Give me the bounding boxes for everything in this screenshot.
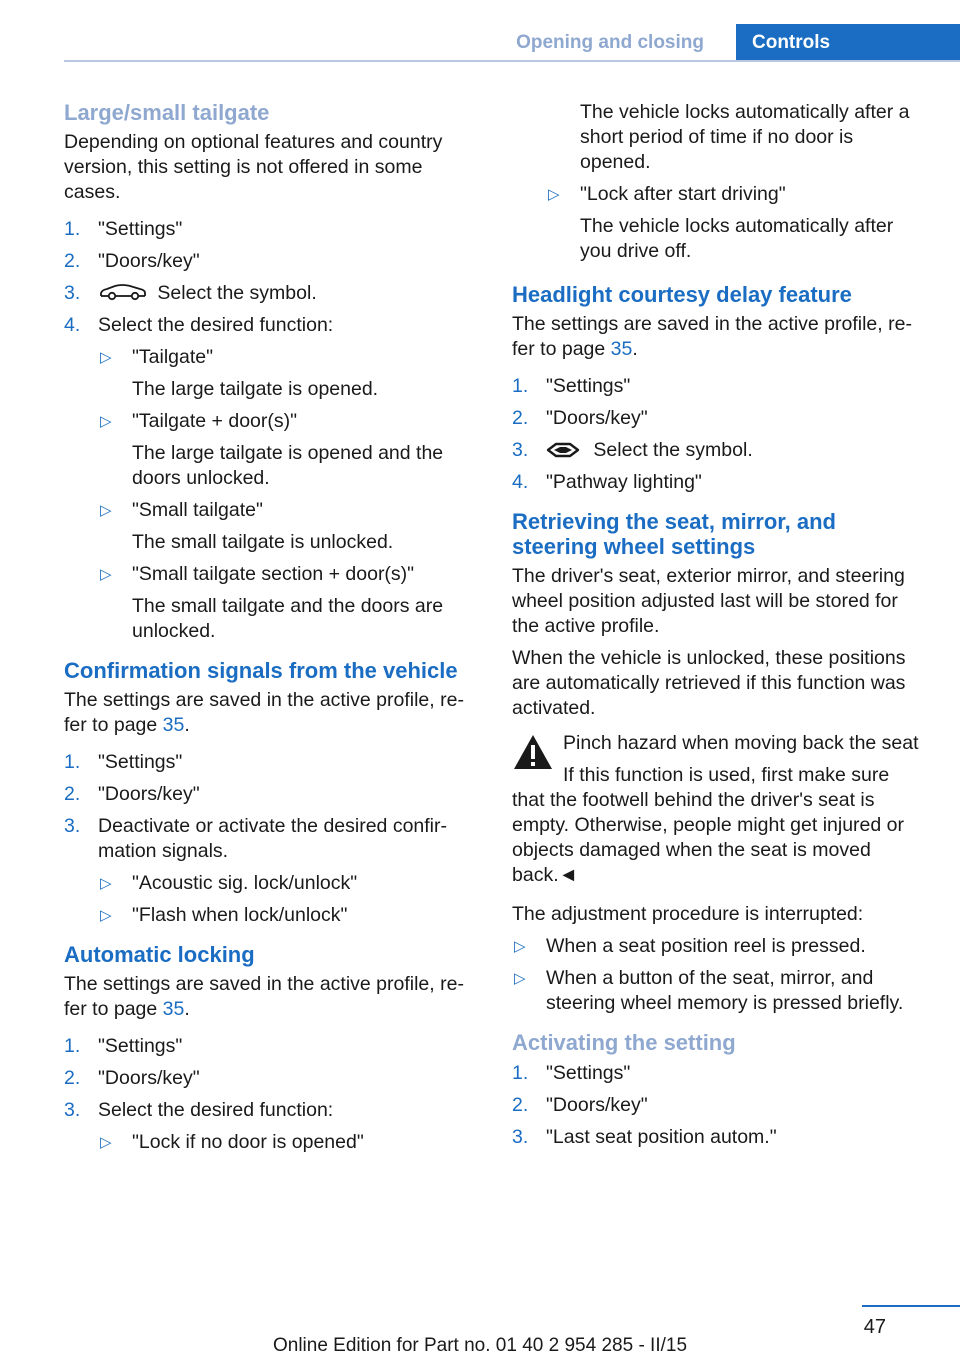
option-desc: The large tailgate is opened and the doors unlocked. — [132, 442, 444, 489]
list-item — [64, 249, 476, 274]
list-item — [512, 406, 928, 431]
right-column — [512, 100, 928, 1164]
section-activating — [512, 1030, 928, 1150]
headlight-icon — [546, 441, 580, 459]
autolock-steps — [64, 1034, 476, 1155]
list-item — [98, 498, 476, 555]
triangle-bullet-icon: ▷ — [514, 970, 526, 987]
warning-box — [512, 731, 928, 888]
step-number: 2. — [512, 407, 529, 429]
list-item — [512, 374, 928, 399]
step-number: 3. — [512, 439, 529, 461]
option-label: "Small tailgate section + door(s)" — [132, 563, 415, 585]
warning-text: that the footwell behind the driver's seat is empty. Otherwise, people might get injured or objects damaged when the seat is moved back.◄ — [512, 789, 904, 886]
triangle-bullet-icon: ▷ — [548, 186, 560, 203]
step-number: 1. — [512, 375, 529, 397]
intro-end: . — [632, 338, 638, 360]
step-text: "Settings" — [98, 1035, 183, 1057]
warning-triangle-icon — [512, 733, 554, 771]
page-footer — [0, 1305, 960, 1362]
triangle-bullet-icon: ▷ — [100, 566, 112, 583]
step-text: "Doors/key" — [546, 1094, 648, 1116]
list-item — [512, 470, 928, 495]
intro-end: . — [184, 998, 190, 1020]
step-number: 2. — [64, 1067, 81, 1089]
triangle-bullet-icon: ▷ — [100, 502, 112, 519]
autolock-intro — [64, 972, 476, 1022]
list-item — [64, 313, 476, 644]
list-item — [98, 1130, 476, 1155]
page-link[interactable]: 35 — [162, 998, 185, 1020]
page-number: 47 — [863, 1316, 886, 1338]
step-number: 4. — [64, 314, 81, 336]
list-item — [98, 345, 476, 402]
footer-rule — [862, 1305, 960, 1307]
edition-line: Online Edition for Part no. 01 40 2 954 285 - II/15 — [272, 1335, 688, 1356]
list-item — [64, 782, 476, 807]
step-text: "Doors/key" — [546, 407, 648, 429]
step-text: "Doors/key" — [98, 783, 200, 805]
option-desc: The small tailgate is unlocked. — [132, 531, 394, 553]
page-link[interactable]: 35 — [162, 714, 185, 736]
intro-text: The settings are saved in the active profile, re‐fer to page — [512, 313, 912, 360]
list-item — [512, 934, 928, 959]
autolock-continued — [512, 100, 928, 264]
list-item — [512, 1125, 928, 1150]
step-number: 1. — [512, 1062, 529, 1084]
option-desc: The large tailgate is opened. — [132, 378, 379, 400]
intro-end: . — [184, 714, 190, 736]
tailgate-steps — [64, 217, 476, 644]
step-text: "Doors/key" — [98, 1067, 200, 1089]
section-autolock — [64, 942, 476, 1155]
activating-steps — [512, 1061, 928, 1150]
option-label: "Lock if no door is opened" — [132, 1131, 364, 1153]
section-confirmation — [64, 658, 476, 928]
intro-text: The settings are saved in the active profile, re‐fer to page — [64, 689, 464, 736]
triangle-bullet-icon: ▷ — [100, 907, 112, 924]
option-label: "Tailgate + door(s)" — [132, 410, 298, 432]
list-item — [64, 217, 476, 242]
step-number: 3. — [64, 282, 81, 304]
header-chapter-tab: Controls — [736, 24, 960, 62]
list-item — [64, 1066, 476, 1091]
step-number: 3. — [64, 815, 81, 837]
heading-tailgate: Large/small tailgate — [64, 100, 270, 125]
headlight-steps — [512, 374, 928, 495]
intro-text: The settings are saved in the active profile, re‐fer to page — [64, 973, 464, 1020]
confirmation-options — [98, 871, 476, 928]
tailgate-options — [98, 345, 476, 644]
left-column — [64, 100, 476, 1169]
seat-paragraph-2: When the vehicle is unlocked, these positions are automatically retrieved if this function was activated. — [512, 647, 906, 719]
page-header — [0, 24, 960, 62]
triangle-bullet-icon: ▷ — [100, 875, 112, 892]
list-item — [98, 409, 476, 491]
step-text: "Settings" — [98, 218, 183, 240]
step-number: 2. — [512, 1094, 529, 1116]
list-item — [64, 1034, 476, 1059]
list-item — [546, 182, 928, 264]
interrupt-list — [512, 934, 928, 1016]
triangle-bullet-icon: ▷ — [100, 413, 112, 430]
step-text: Select the symbol. — [588, 439, 753, 461]
step-number: 1. — [64, 1035, 81, 1057]
list-text: When a button of the seat, mirror, and steering wheel memory is pressed briefly. — [546, 967, 904, 1014]
heading-autolock: Automatic locking — [64, 942, 255, 967]
list-text: When a seat position reel is pressed. — [546, 935, 866, 957]
car-tailgate-icon — [98, 282, 148, 302]
list-item — [512, 1061, 928, 1086]
list-item — [64, 1098, 476, 1155]
option-label: "Small tailgate" — [132, 499, 263, 521]
interrupt-intro: The adjustment procedure is interrupted: — [512, 903, 864, 925]
option-label: "Lock after start driving" — [580, 183, 786, 205]
seat-paragraph-1: The driver's seat, exterior mirror, and steering wheel position adjusted last will be stored for the active profile. — [512, 565, 905, 637]
warning-line: If this function is used, first make sure — [563, 764, 890, 786]
step-number: 3. — [512, 1126, 529, 1148]
step-number: 1. — [64, 218, 81, 240]
step-text: "Settings" — [98, 751, 183, 773]
warning-title: Pinch hazard when moving back the seat — [563, 732, 919, 754]
step-number: 1. — [64, 751, 81, 773]
list-item — [98, 871, 476, 896]
step-text: Deactivate or activate the desired confir‐mation signals. — [98, 815, 448, 862]
step-number: 2. — [64, 783, 81, 805]
step-text: Select the symbol. — [152, 282, 317, 304]
list-item — [64, 814, 476, 928]
step-text: "Last seat position autom." — [546, 1126, 777, 1148]
triangle-bullet-icon: ▷ — [514, 938, 526, 955]
list-item — [512, 438, 928, 463]
header-section-title: Opening and closing — [516, 32, 704, 53]
heading-activating: Activating the setting — [512, 1030, 736, 1055]
option-label: "Flash when lock/unlock" — [132, 904, 348, 926]
option-desc: The vehicle locks automatically after a short period of time if no door is opened. — [580, 101, 910, 173]
list-item — [64, 750, 476, 775]
option-desc: The vehicle locks automatically after you drive off. — [580, 215, 894, 262]
step-number: 4. — [512, 471, 529, 493]
step-text: "Pathway lighting" — [546, 471, 702, 493]
tailgate-intro: Depending on optional features and country version, this setting is not offered in some cases. — [64, 131, 443, 203]
step-number: 2. — [64, 250, 81, 272]
section-seat — [512, 509, 928, 1016]
triangle-bullet-icon: ▷ — [100, 1134, 112, 1151]
option-desc: The small tailgate and the doors are unlocked. — [132, 595, 444, 642]
triangle-bullet-icon: ▷ — [100, 349, 112, 366]
list-item — [98, 562, 476, 644]
list-item — [512, 966, 928, 1016]
section-headlight — [512, 282, 928, 495]
heading-seat — [512, 509, 928, 559]
heading-headlight: Headlight courtesy delay feature — [512, 282, 852, 307]
header-rule — [64, 60, 960, 62]
option-label: "Tailgate" — [132, 346, 214, 368]
step-number: 3. — [64, 1099, 81, 1121]
confirmation-steps — [64, 750, 476, 928]
step-text: Select the desired function: — [98, 1099, 334, 1121]
confirmation-intro — [64, 688, 476, 738]
list-item — [64, 281, 476, 306]
option-label: "Acoustic sig. lock/unlock" — [132, 872, 358, 894]
autolock-options — [98, 1130, 476, 1155]
heading-confirmation: Confirmation signals from the vehicle — [64, 658, 458, 683]
headlight-intro — [512, 312, 928, 362]
heading-line: steering wheel settings — [512, 534, 756, 559]
step-text: "Settings" — [546, 375, 631, 397]
list-item — [98, 903, 476, 928]
step-text: "Settings" — [546, 1062, 631, 1084]
list-item — [512, 1093, 928, 1118]
page-link[interactable]: 35 — [610, 338, 633, 360]
section-tailgate — [64, 100, 476, 644]
heading-line: Retrieving the seat, mirror, and — [512, 509, 836, 534]
step-text: "Doors/key" — [98, 250, 200, 272]
step-text: Select the desired function: — [98, 314, 334, 336]
